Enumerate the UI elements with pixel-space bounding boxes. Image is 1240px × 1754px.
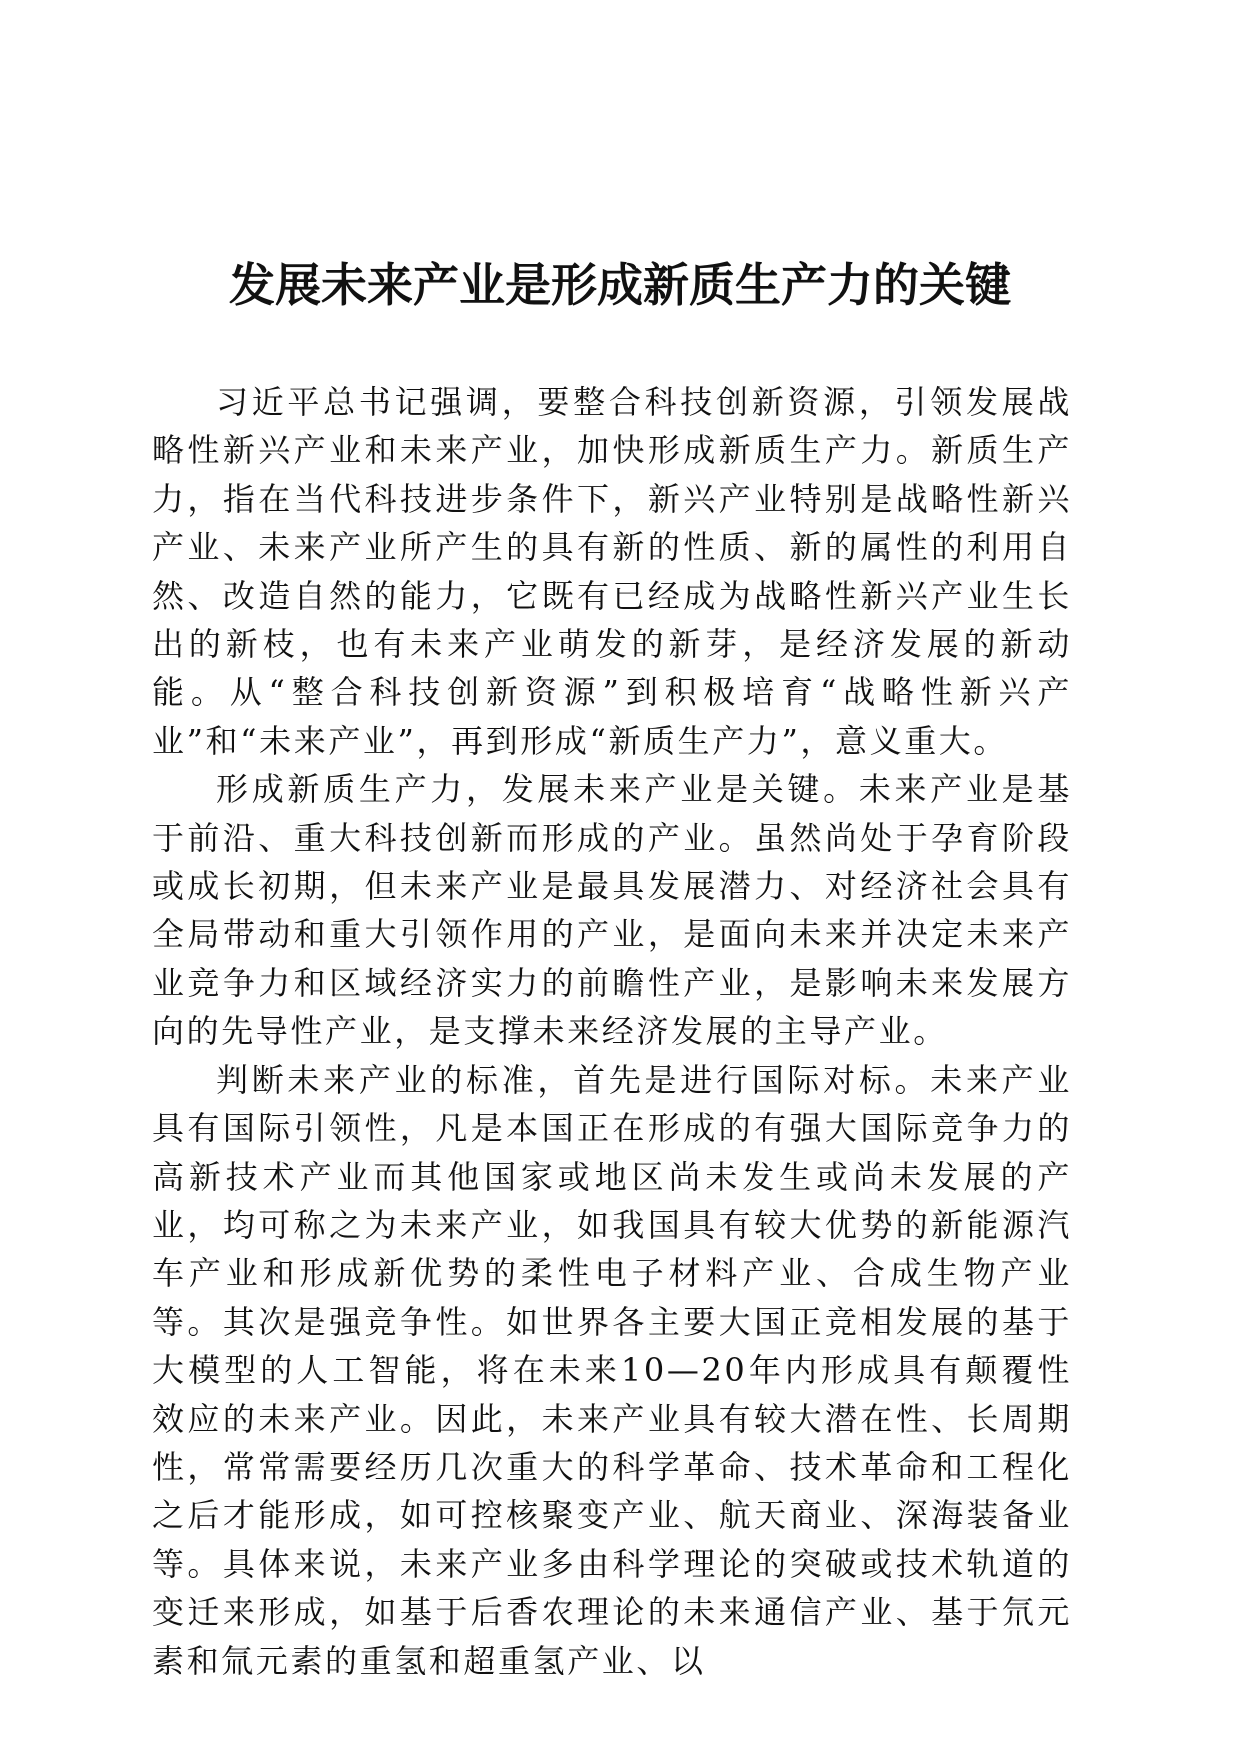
article-body bbox=[152, 378, 1072, 1685]
paragraph-3: 判断未来产业的标准，首先是进行国际对标。未来产业具有国际引领性，凡是本国正在形成的有强大国际竞争力的高新技术产业而其他国家或地区尚未发生或尚未发展的产业，均可称之为未来产业，如我国具有较大优势的新能源汽车产业和形成新优势的柔性电子材料产业、合成生物产业等。其次是强竞争性。如世界各主要大国正竞相发展的基于大模型的人工智能，将在未来10—20年内形成具有颠覆性效应的未来产业。因此，未来产业具有较大潜在性、长周期性，常常需要经历几次重大的科学革命、技术革命和工程化之后才能形成，如可控核聚变产业、航天商业、深海装备业等。具体来说，未来产业多由科学理论的突破或技术轨道的变迁来形成，如基于后香农理论的未来通信产业、基于氘元素和氚元素的重氢和超重氢产业、以 bbox=[152, 1060, 1072, 1680]
page-title: 发展未来产业是形成新质生产力的关键 bbox=[229, 258, 1011, 312]
paragraph-1: 习近平总书记强调，要整合科技创新资源，引领发展战略性新兴产业和未来产业，加快形成新质生产力。新质生产力，指在当代科技进步条件下，新兴产业特别是战略性新兴产业、未来产业所产生的具有新的性质、新的属性的利用自然、改造自然的能力，它既有已经成为战略性新兴产业生长出的新枝，也有未来产业萌发的新芽，是经济发展的新动能。从“整合科技创新资源”到积极培育“战略性新兴产业”和“未来产业”，再到形成“新质生产力”，意义重大。 bbox=[152, 383, 1072, 760]
paragraph-2: 形成新质生产力，发展未来产业是关键。未来产业是基于前沿、重大科技创新而形成的产业。虽然尚处于孕育阶段或成长初期，但未来产业是最具发展潜力、对经济社会具有全局带动和重大引领作用的产业，是面向未来并决定未来产业竞争力和区域经济实力的前瞻性产业，是影响未来发展方向的先导性产业，是支撑未来经济发展的主导产业。 bbox=[152, 770, 1072, 1051]
